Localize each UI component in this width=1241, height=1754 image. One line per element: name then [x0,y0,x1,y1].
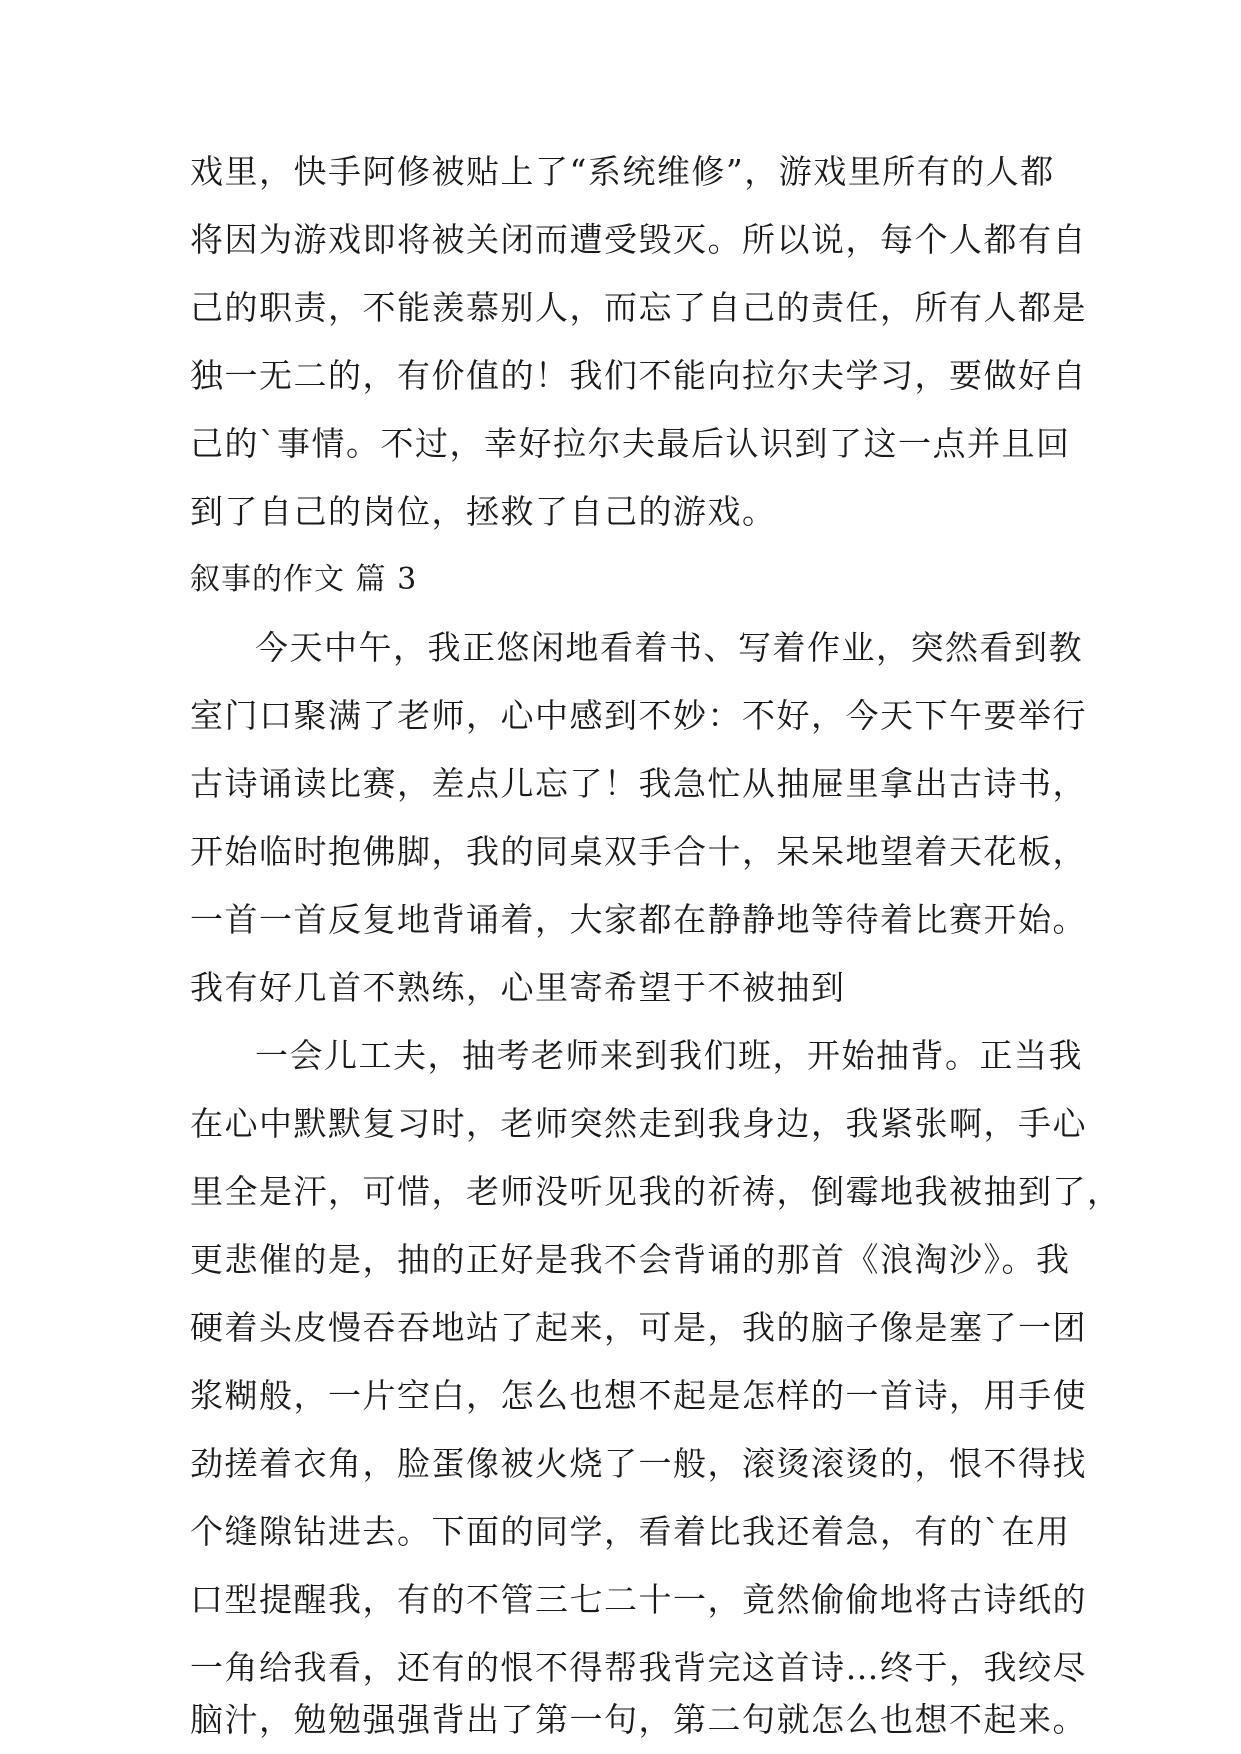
paragraph-2-line: 室门口聚满了老师，心中感到不妙：不好，今天下午要举行 [190,696,1087,735]
paragraph-1-line: 到了自己的岗位，拯救了自己的游戏。 [190,492,777,531]
paragraph-2-line: 开始临时抱佛脚，我的同桌双手合十，呆呆地望着天花板， [190,832,1087,871]
paragraph-1-line: 己的职责，不能羡慕别人，而忘了自己的责任，所有人都是 [190,288,1087,327]
paragraph-3-line: 硬着头皮慢吞吞地站了起来，可是，我的脑子像是塞了一团 [190,1308,1087,1347]
paragraph-3-line: 劲搓着衣角，脸蛋像被火烧了一般，滚烫滚烫的，恨不得找 [190,1444,1087,1483]
paragraph-3-line: 脑汁，勉勉强强背出了第一句，第二句就怎么也想不起来。 [190,1700,1087,1739]
paragraph-3-line: 更悲催的是，抽的正好是我不会背诵的那首《浪淘沙》。我 [190,1240,1071,1279]
paragraph-1-line: 独一无二的，有价值的！我们不能向拉尔夫学习，要做好自 [190,356,1087,395]
paragraph-3-line: 一角给我看，还有的恨不得帮我背完这首诗…终于，我绞尽 [190,1648,1087,1687]
paragraph-1-line: 戏里，快手阿修被贴上了“系统维修”，游戏里所有的人都 [190,152,1055,191]
paragraph-3-line: 里全是汗，可惜，老师没听见我的祈祷，倒霉地我被抽到了， [190,1172,1122,1211]
paragraph-2-line: 一首一首反复地背诵着，大家都在静静地等待着比赛开始。 [190,900,1087,939]
paragraph-3-line: 浆糊般，一片空白，怎么也想不起是怎样的一首诗，用手使 [190,1376,1087,1415]
paragraph-2-line: 今天中午，我正悠闲地看着书、写着作业，突然看到教 [255,628,1083,667]
paragraph-3-line: 口型提醒我，有的不管三七二十一，竟然偷偷地将古诗纸的 [190,1580,1087,1619]
paragraph-3-line: 个缝隙钻进去。下面的同学，看着比我还着急，有的`在用 [190,1512,1071,1551]
paragraph-3-line: 在心中默默复习时，老师突然走到我身边，我紧张啊，手心 [190,1104,1087,1143]
paragraph-1-line: 己的`事情。不过，幸好拉尔夫最后认识到了这一点并且回 [190,424,1071,463]
paragraph-3-line: 一会儿工夫，抽考老师来到我们班，开始抽背。正当我 [255,1036,1083,1075]
paragraph-2-line: 我有好几首不熟练，心里寄希望于不被抽到 [190,968,846,1007]
paragraph-2-line: 古诗诵读比赛，差点儿忘了！我急忙从抽屉里拿出古诗书， [190,764,1087,803]
section-heading: 叙事的作文 篇 3 [190,562,418,597]
paragraph-1-line: 将因为游戏即将被关闭而遭受毁灭。所以说，每个人都有自 [190,220,1087,259]
